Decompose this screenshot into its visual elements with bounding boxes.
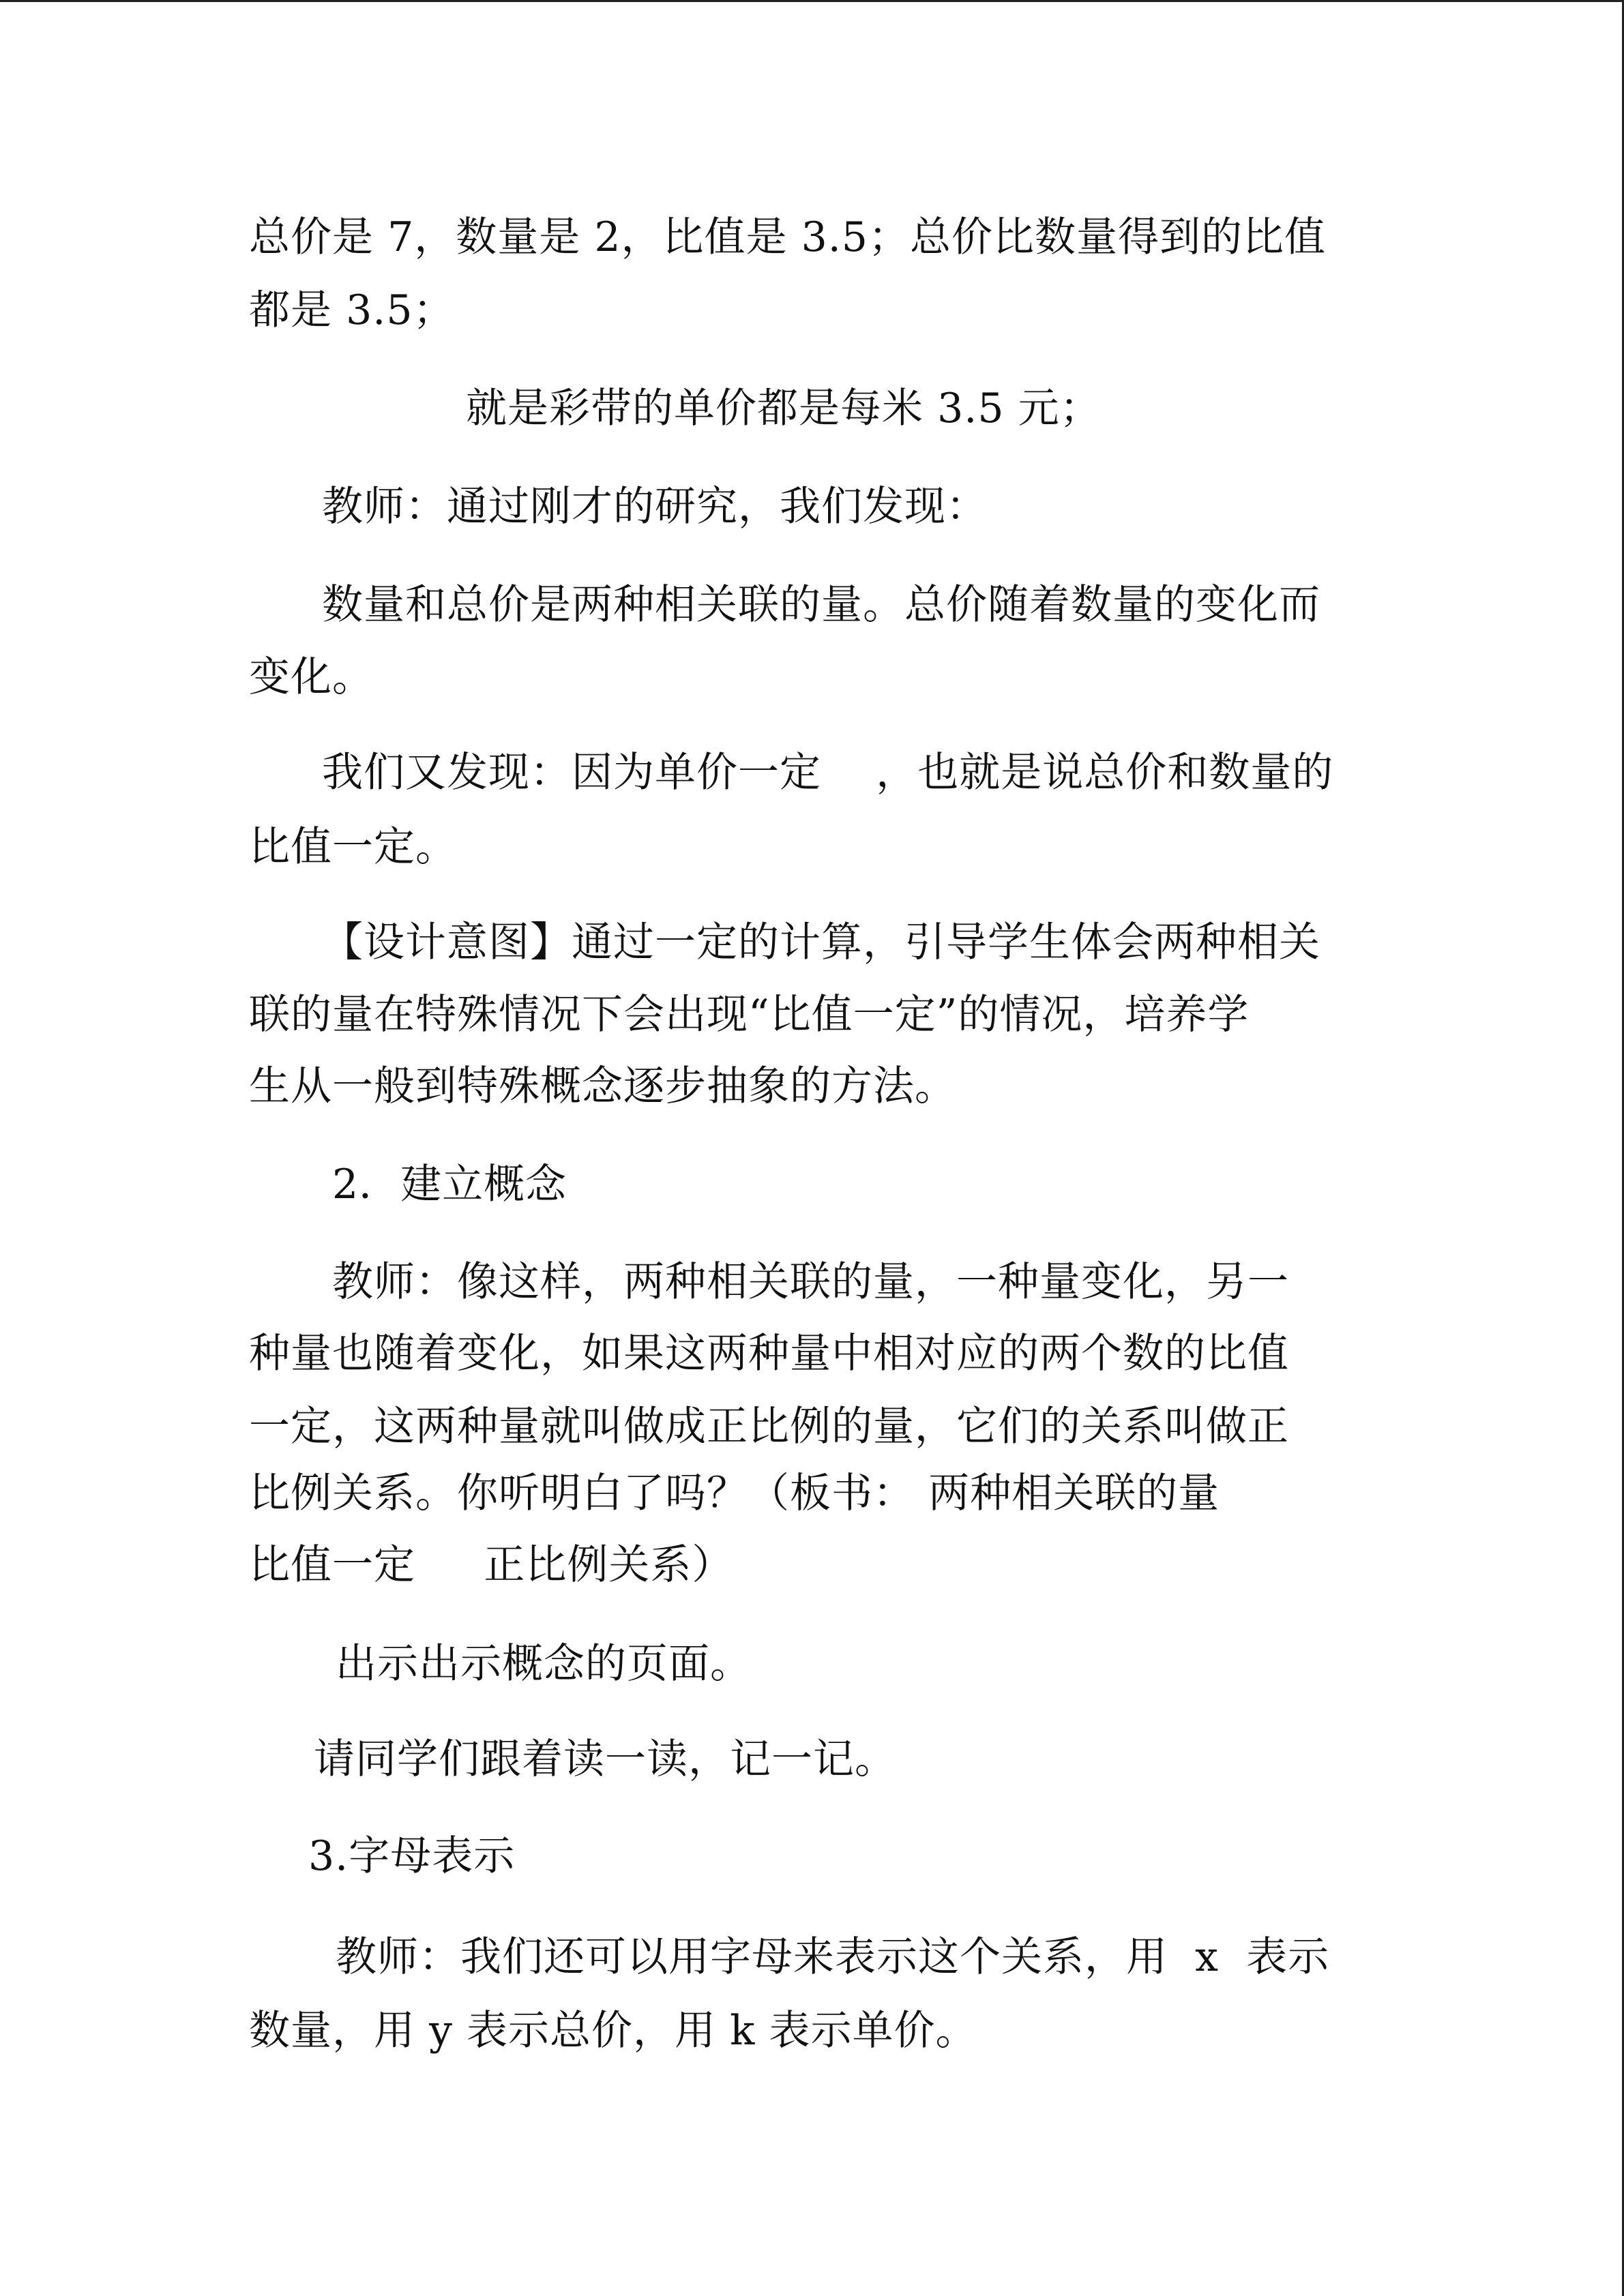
text-line: 数量和总价是两种相关联的量。总价随着数量的变化而 bbox=[322, 581, 1320, 629]
text-line: 教师：通过刚才的研究，我们发现： bbox=[322, 483, 988, 531]
text-line: 联的量在特殊情况下会出现“比值一定”的情况，培养学 bbox=[249, 991, 1250, 1039]
text-line: 【设计意图】通过一定的计算，引导学生体会两种相关 bbox=[322, 919, 1320, 966]
text-line: 请同学们跟着读一读，记一记。 bbox=[314, 1735, 896, 1783]
text-line: 比例关系。你听明白了吗？（板书： 两种相关联的量 bbox=[249, 1470, 1220, 1517]
text-line: 都是 3.5； bbox=[249, 286, 455, 334]
text-line: 总价是 7，数量是 2，比值是 3.5；总价比数量得到的比值 bbox=[249, 213, 1326, 261]
text-line: 我们又发现：因为单价一定 ，也就是说总价和数量的 bbox=[322, 749, 1334, 796]
text-line: 种量也随着变化，如果这两种量中相对应的两个数的比值 bbox=[249, 1330, 1289, 1377]
text-line: 教师：像这样，两种相关联的量，一种量变化，另一 bbox=[332, 1258, 1289, 1306]
text-line: 比值一定。 bbox=[249, 823, 457, 871]
text-line: 出示出示概念的页面。 bbox=[336, 1640, 752, 1688]
text-line: 比值一定 正比例关系） bbox=[249, 1541, 734, 1589]
page-border-top bbox=[0, 0, 1624, 2]
text-line: 教师：我们还可以用字母来表示这个关系，用 x 表示 bbox=[336, 1933, 1330, 1981]
text-line: 生从一般到特殊概念逐步抽象的方法。 bbox=[249, 1062, 956, 1110]
text-line: 一定，这两种量就叫做成正比例的量，它们的关系叫做正 bbox=[249, 1403, 1289, 1450]
text-line: 就是彩带的单价都是每米 3.5 元； bbox=[466, 385, 1102, 432]
text-line: 变化。 bbox=[249, 653, 374, 701]
section-heading: 3.字母表示 bbox=[308, 1832, 516, 1880]
text-line: 数量，用 y 表示总价，用 k 表示单价。 bbox=[249, 2007, 977, 2055]
section-heading: 2．建立概念 bbox=[332, 1161, 567, 1208]
